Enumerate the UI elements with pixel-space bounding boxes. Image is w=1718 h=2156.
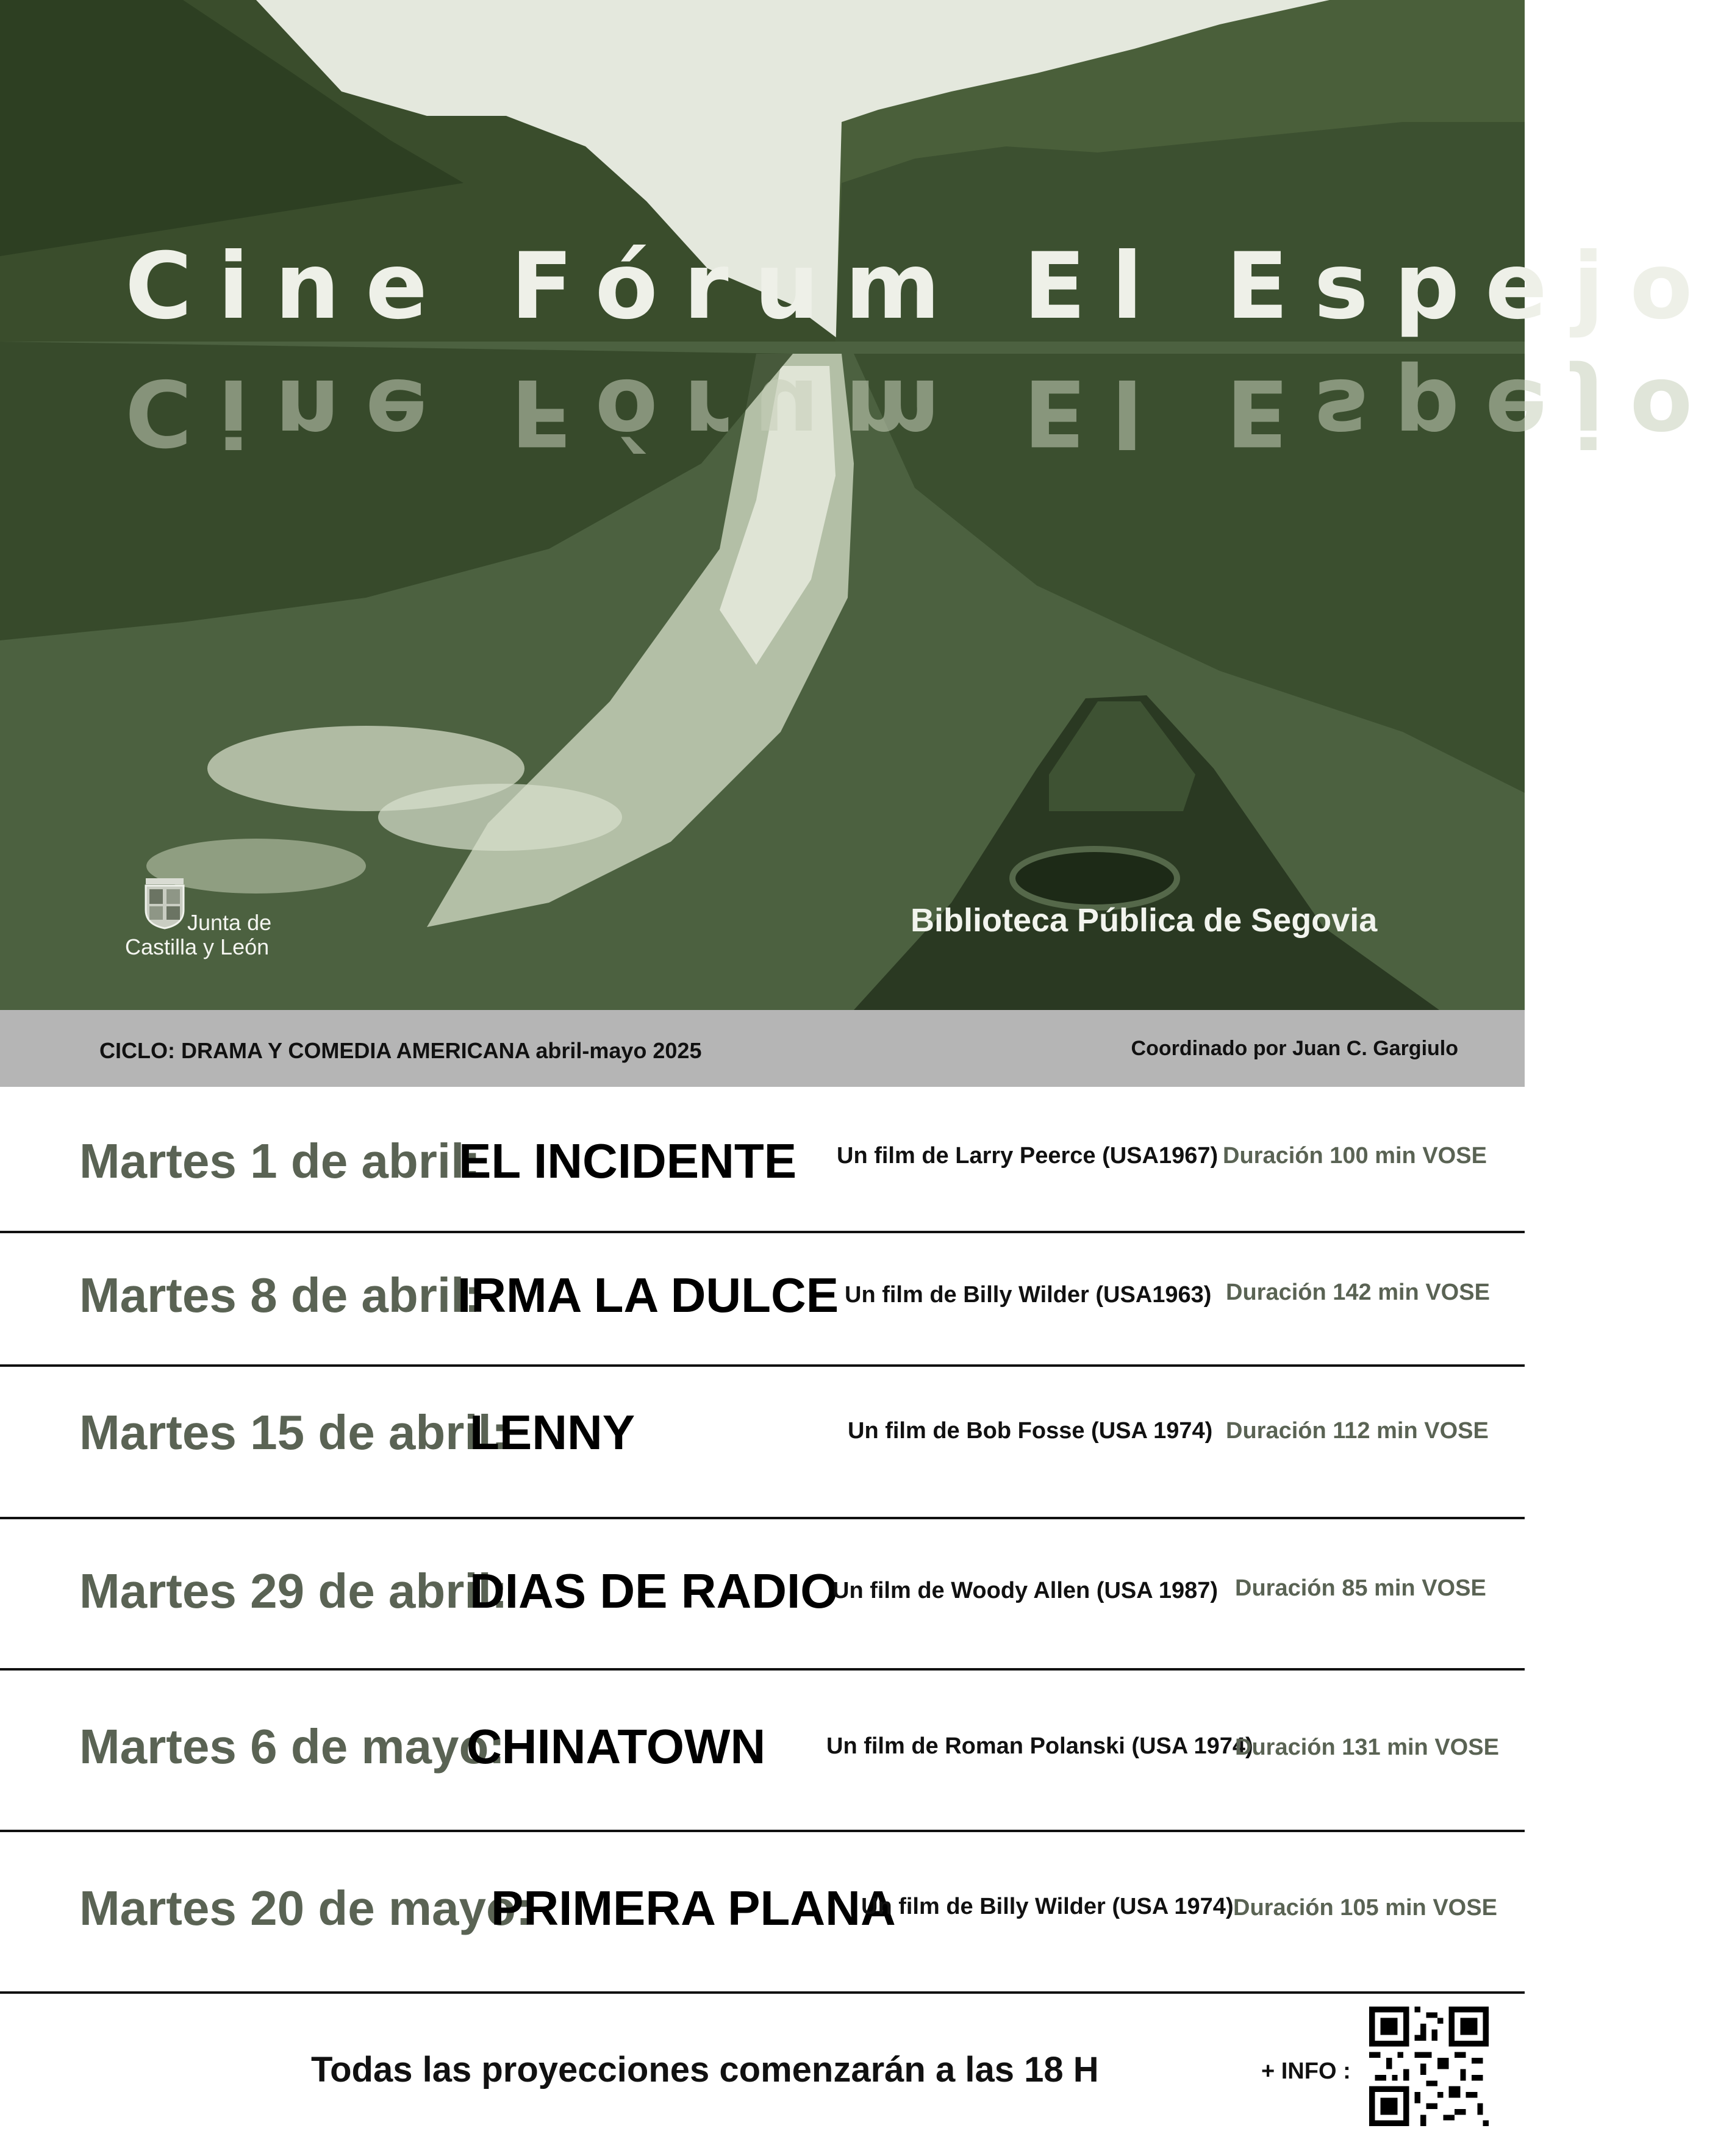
poster-title-reflection: Cine Fórum El Espejo	[125, 359, 1718, 465]
row-divider	[0, 1830, 1525, 1832]
more-info-label: + INFO :	[1261, 2058, 1351, 2084]
film-duration: Duración 142 min VOSE	[1226, 1280, 1490, 1305]
cycle-info-bar	[0, 1010, 1525, 1087]
film-duration: Duración 131 min VOSE	[1235, 1735, 1499, 1760]
film-director: Un film de Woody Allen (USA 1987)	[832, 1578, 1219, 1603]
film-director: Un film de Bob Fosse (USA 1974)	[848, 1418, 1213, 1444]
screening-date: Martes 15 de abril:	[79, 1405, 508, 1459]
film-duration: Duración 85 min VOSE	[1235, 1575, 1486, 1601]
screening-date: Martes 20 de mayo:	[79, 1881, 532, 1935]
film-director: Un film de Roman Polanski (USA 1974)	[826, 1733, 1253, 1759]
hero-photo	[0, 0, 1718, 1010]
start-time-note: Todas las proyecciones comenzarán a las 18 H	[311, 2050, 1099, 2090]
row-divider	[0, 1668, 1525, 1671]
coat-of-arms-icon	[143, 878, 186, 928]
film-director: Un film de Larry Peerce (USA1967)	[837, 1143, 1219, 1169]
canyon-river-scene	[0, 0, 1718, 1010]
coordinator-credit: Coordinado por Juan C. Gargiulo	[1131, 1037, 1458, 1060]
row-divider	[0, 1364, 1525, 1367]
row-divider	[0, 1517, 1525, 1519]
library-name: Biblioteca Pública de Segovia	[911, 902, 1378, 939]
film-title: PRIMERA PLANA	[491, 1881, 896, 1935]
film-director: Un film de Billy Wilder (USA 1974)	[861, 1894, 1234, 1919]
film-duration: Duración 100 min VOSE	[1223, 1143, 1487, 1169]
film-title: IRMA LA DULCE	[457, 1268, 839, 1322]
logo-text-line1: Junta de	[187, 910, 272, 935]
screening-date: Martes 6 de mayo:	[79, 1719, 506, 1774]
film-duration: Duración 112 min VOSE	[1226, 1418, 1489, 1444]
qr-code-icon[interactable]	[1369, 2007, 1489, 2126]
screening-date: Martes 29 de abril:	[79, 1564, 508, 1618]
film-title: EL INCIDENTE	[459, 1134, 797, 1188]
screening-date: Martes 8 de abril:	[79, 1268, 481, 1322]
poster-title: Cine Fórum El Espejo	[125, 234, 1718, 340]
film-director: Un film de Billy Wilder (USA1963)	[845, 1282, 1212, 1308]
logo-text-line2: Castilla y León	[125, 934, 270, 959]
screening-date: Martes 1 de abril:	[79, 1134, 481, 1188]
film-duration: Duración 105 min VOSE	[1233, 1895, 1497, 1921]
row-divider	[0, 1991, 1525, 1994]
cycle-label: CICLO: DRAMA Y COMEDIA AMERICANA abril-mayo 2025	[99, 1038, 702, 1063]
film-title: CHINATOWN	[467, 1719, 766, 1774]
film-title: LENNY	[470, 1405, 635, 1459]
film-title: DIAS DE RADIO	[470, 1564, 839, 1618]
row-divider	[0, 1231, 1525, 1233]
junta-castilla-leon-logo	[125, 878, 308, 964]
